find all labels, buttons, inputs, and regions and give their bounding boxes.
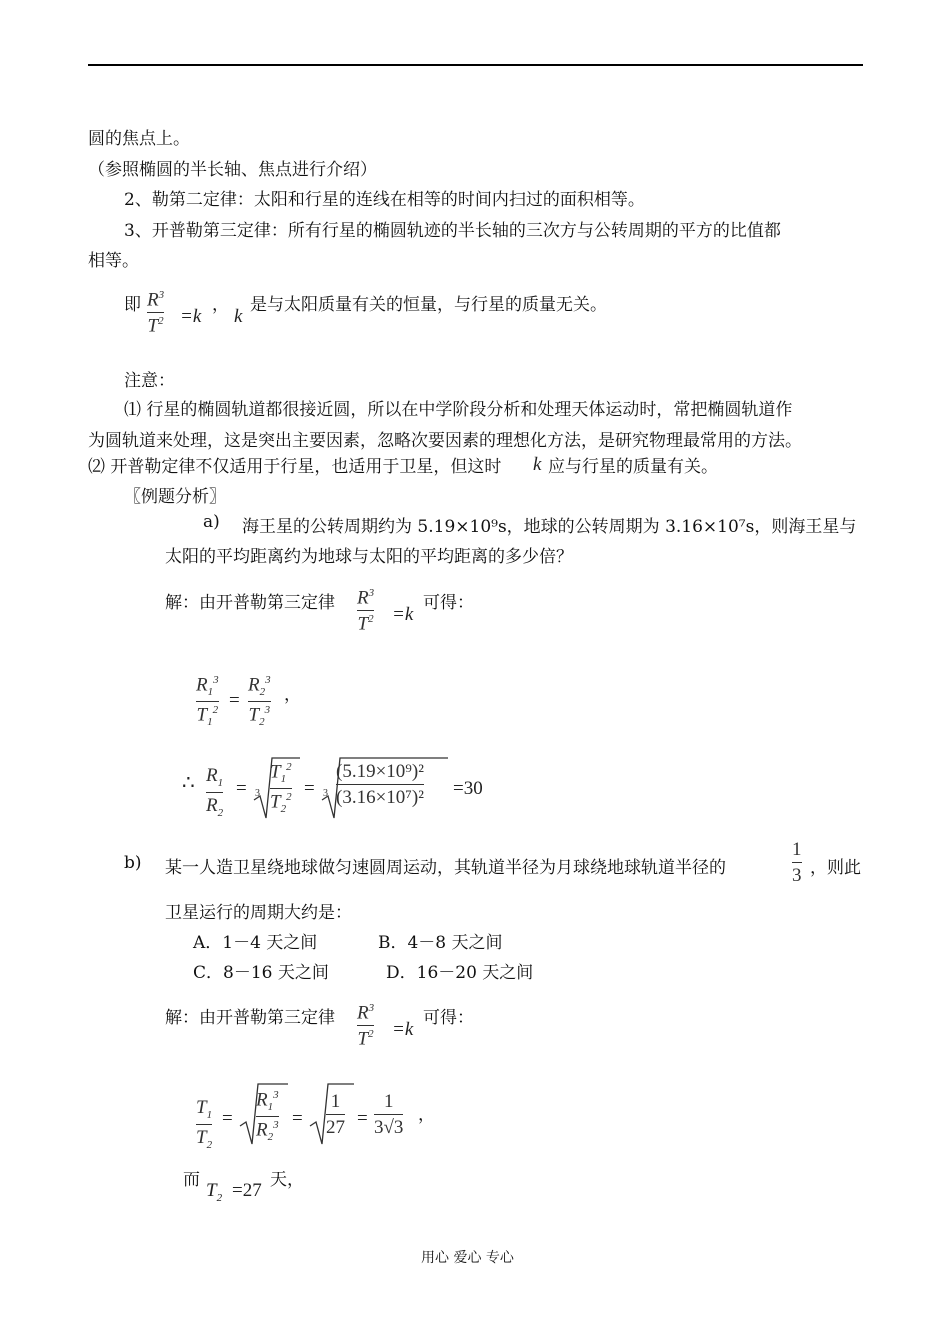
text-line: 3、开普勒第三定律：所有行星的椭圆轨迹的半长轴的三次方与公转周期的平方的比值都 — [124, 221, 781, 241]
text-line: 解：由开普勒第三定律 — [165, 1008, 335, 1028]
text-line: 为圆轨道来处理，这是突出主要因素，忽略次要因素的理想化方法，是研究物理最常用的方法。 — [88, 431, 802, 451]
formula-r1-over-t1: $R_1^3$ $T_1^2$ — [196, 674, 219, 729]
text-line: ，则此 — [810, 858, 861, 878]
formula-eq-k: =k — [392, 1019, 414, 1040]
text-line: 圆的焦点上。 — [88, 129, 190, 149]
text-line: 天， — [270, 1170, 304, 1190]
symbol-k: k — [234, 306, 243, 327]
text-line: 海王星的公转周期约为 5.19×10⁹s，地球的公转周期为 3.16×10⁷s，则海王星与 — [242, 517, 857, 537]
svg-text:3: 3 — [323, 788, 328, 799]
equals: = — [229, 690, 240, 711]
comma: ， — [284, 685, 301, 705]
value-27: =27 — [232, 1180, 262, 1201]
formula-r1-over-r2: $R_1$ $R_2$ — [206, 765, 224, 819]
result-value: =30 — [453, 778, 483, 799]
text-line: （参照椭圆的半长轴、焦点进行介绍） — [88, 160, 377, 180]
text-line: 解：由开普勒第三定律 — [165, 593, 335, 613]
svg-text:3: 3 — [255, 788, 260, 799]
equals: = — [304, 778, 315, 799]
formula-big-fraction: (5.19×10⁹)² (3.16×10⁷)² — [336, 761, 424, 808]
text-ji: 即 — [124, 295, 141, 315]
symbol-t2: $T_2$ — [206, 1180, 223, 1204]
option-d: D．16－20 天之间 — [386, 963, 534, 983]
formula-r2-over-t2: $R_2^3$ $T_2^3$ — [248, 674, 271, 729]
text-line: ⑵ 开普勒定律不仅适用于行星，也适用于卫星，但这时 — [88, 457, 502, 477]
comma: ， — [212, 295, 229, 315]
formula-t1-over-t2: $T_1^2$ $T_2^2$ — [270, 761, 292, 816]
equals: = — [222, 1108, 233, 1129]
page-footer: 用心 爱心 专心 — [421, 1250, 514, 1266]
therefore-symbol: ∴ — [182, 772, 195, 794]
formula-r3-over-t2: $R^3$ $T^2$ — [147, 289, 165, 337]
fraction-one-third: 1 3 — [792, 839, 802, 886]
option-a: A．1－4 天之间 — [193, 933, 318, 953]
formula-r1-over-r2: $R_1^3$ $R_2^3$ — [256, 1089, 279, 1144]
text-line: 应与行星的质量有关。 — [548, 457, 718, 477]
text-line: 相等。 — [88, 251, 139, 271]
fraction-1-over-3sqrt3: 1 3√3 — [374, 1091, 404, 1138]
equals: = — [292, 1108, 303, 1129]
section-heading: 〖例题分析〗 — [124, 487, 226, 507]
symbol-k: k — [533, 454, 542, 475]
text-line: ⑴ 行星的椭圆轨道都很接近圆，所以在中学阶段分析和处理天体运动时，常把椭圆轨道作 — [124, 400, 793, 420]
text-line: 可得： — [423, 1008, 474, 1028]
option-c: C．8－16 天之间 — [193, 963, 329, 983]
option-b: B．4－8 天之间 — [378, 933, 503, 953]
question-label: b) — [124, 853, 142, 873]
formula-eq-k: =k — [180, 306, 202, 327]
header-rule — [88, 64, 863, 66]
question-label: a) — [203, 512, 220, 532]
text-er: 而 — [183, 1170, 200, 1190]
text-line: 某一人造卫星绕地球做匀速圆周运动，其轨道半径为月球绕地球轨道半径的 — [165, 858, 726, 878]
text-line: 2、勒第二定律：太阳和行星的连线在相等的时间内扫过的面积相等。 — [124, 190, 645, 210]
formula-eq-k: =k — [392, 604, 414, 625]
equals: = — [357, 1108, 368, 1129]
formula-r3-over-t2: $R^3$ $T^2$ — [357, 587, 375, 635]
text-line: 太阳的平均距离约为地球与太阳的平均距离的多少倍？ — [165, 547, 573, 567]
note-heading: 注意： — [124, 371, 175, 391]
text-line: 是与太阳质量有关的恒量，与行星的质量无关。 — [250, 295, 607, 315]
formula-t1-over-t2: $T_1$ $T_2$ — [196, 1097, 213, 1151]
equals: = — [236, 778, 247, 799]
comma: ， — [418, 1105, 435, 1125]
formula-r3-over-t2: $R^3$ $T^2$ — [357, 1002, 375, 1050]
fraction-1-over-27: 1 27 — [326, 1091, 345, 1138]
text-line: 卫星运行的周期大约是： — [165, 903, 352, 923]
text-line: 可得： — [423, 593, 474, 613]
